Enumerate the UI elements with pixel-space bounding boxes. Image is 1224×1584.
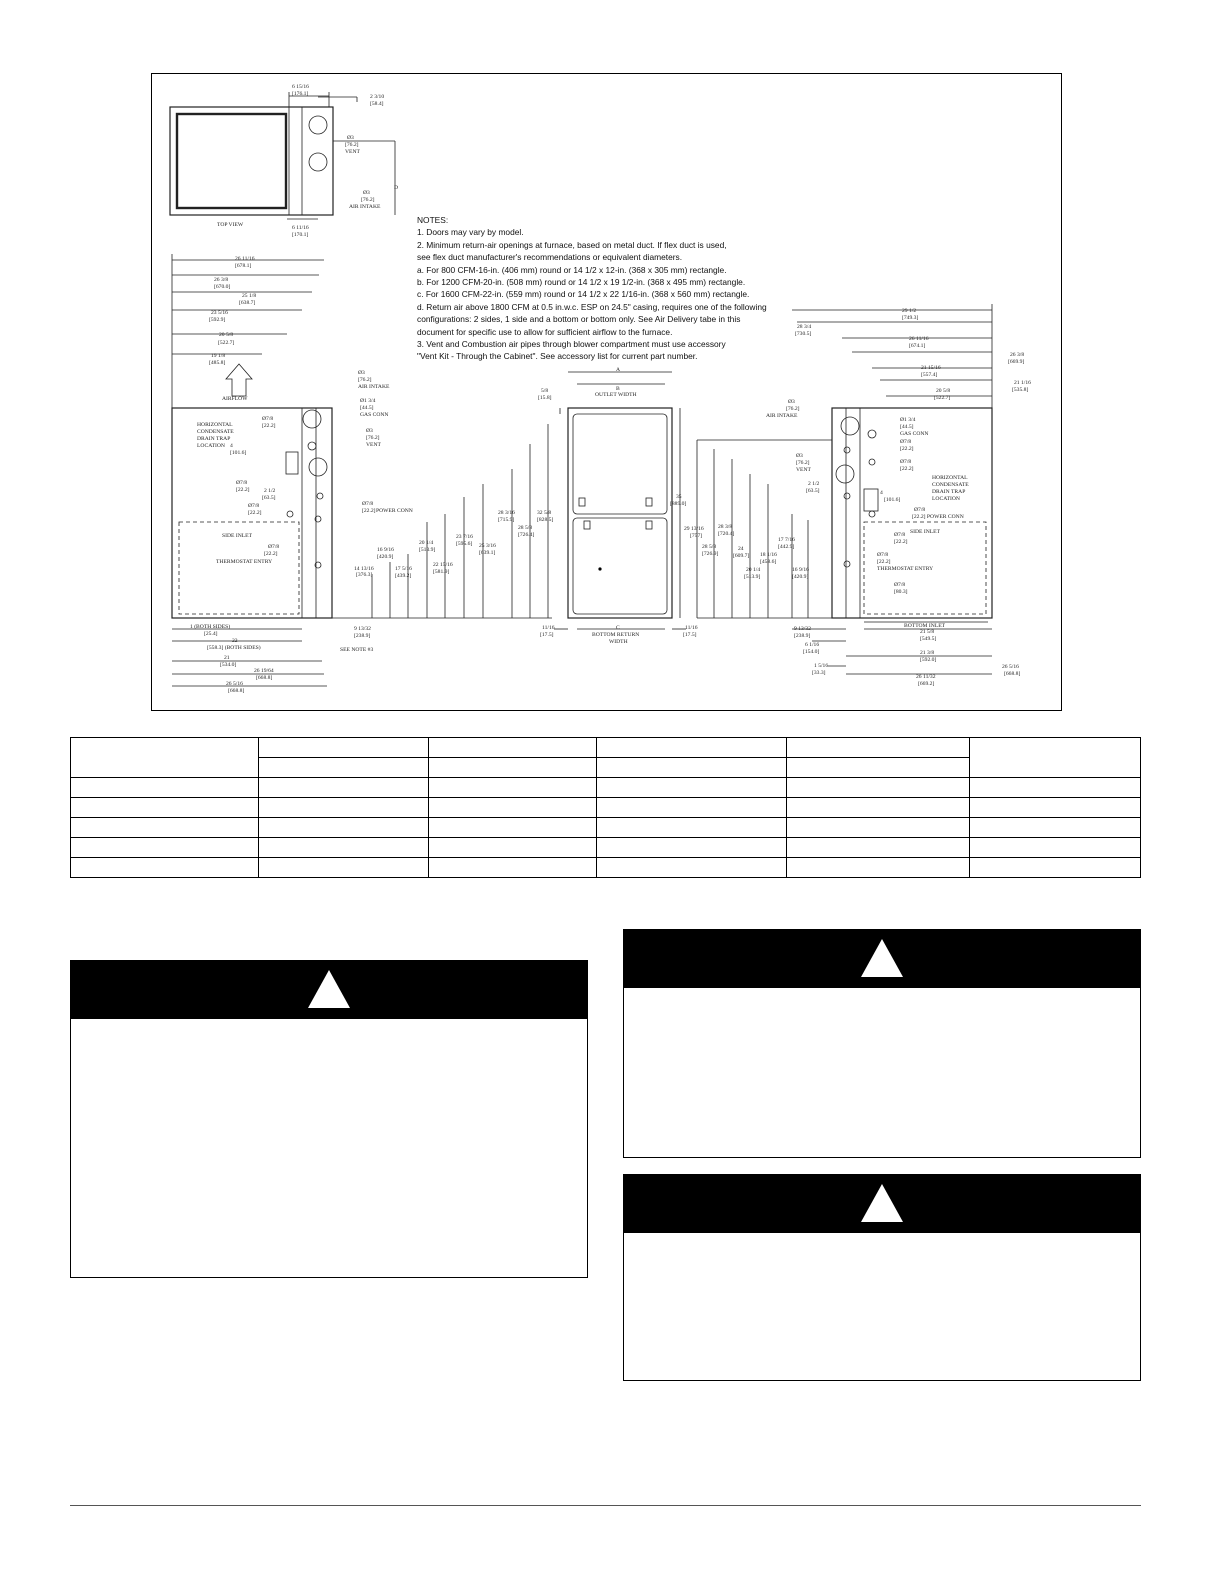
dim-label: 16 9/16 [792, 567, 809, 573]
dim-label: 20 5/8 [936, 388, 951, 394]
table-cell [71, 818, 259, 838]
dim-label: [757] [690, 533, 703, 539]
dim-label: 2 3/10 [370, 94, 385, 100]
dim-label: 6 15/16 [292, 84, 309, 90]
dim-label: 25 1/8 [242, 293, 257, 299]
dim-label: [592.0] [920, 657, 937, 663]
dim-label: [668.8] [1004, 671, 1021, 677]
table-cell [787, 738, 970, 758]
callout-label: [76.2] [361, 197, 375, 203]
dim-label: 26 19/64 [254, 668, 274, 674]
airflow-label: AIRFLOW [222, 396, 248, 402]
dim-label: [17.5] [683, 632, 697, 638]
table-cell [258, 758, 428, 778]
callout-label: [63.5] [806, 488, 820, 494]
table-cell [787, 838, 970, 858]
dimension-drawing-svg [152, 74, 1063, 712]
condensate-label: CONDENSATE [197, 429, 234, 435]
note-line: 1. Doors may vary by model. [417, 227, 524, 238]
side-inlet-right-label: SIDE INLET [910, 529, 940, 535]
dim-label: 35 [676, 494, 682, 500]
dim-label: 1 5/16 [814, 663, 829, 669]
table-cell [428, 798, 597, 818]
condensate-label: HORIZONTAL [932, 475, 968, 481]
note-line: b. For 1200 CFM-20-in. (508 mm) round or 14 1/2 x 19 1/2-in. (368 x 495 mm) rectangle. [417, 277, 746, 288]
front-dim-b: B [616, 386, 620, 392]
dim-label: [828.5] [537, 517, 554, 523]
dim-label: 28 5/8 [518, 525, 533, 531]
dim-label: [58.4] [370, 101, 384, 107]
dim-label: [176.1] [292, 91, 309, 97]
table-header-row [71, 738, 1141, 758]
notes-heading: NOTES: [417, 215, 449, 225]
dimensions-table [70, 737, 1141, 878]
callout-label: [101.6] [884, 497, 901, 503]
callout-label: GAS CONN [360, 412, 389, 418]
dim-label: [715.9] [498, 517, 515, 523]
table-row [71, 778, 1141, 798]
table-cell [597, 778, 787, 798]
dim-label: 28 5/8 [702, 544, 717, 550]
table-cell [787, 758, 970, 778]
table-cell [428, 738, 597, 758]
table-row [71, 838, 1141, 858]
callout-label: Ø3 [366, 428, 373, 434]
note-line: c. For 1600 CFM-22-in. (559 mm) round or 14 1/2 x 22 1/16-in. (368 x 560 mm) rectangle. [417, 289, 750, 300]
drawing-notes [417, 214, 777, 363]
dimension-drawing [151, 73, 1062, 711]
table-cell [597, 758, 787, 778]
dim-label: [549.5] [920, 636, 937, 642]
dim-label: 22 [232, 638, 238, 644]
callout-label: [76.2] [358, 377, 372, 383]
callout-label: Ø7/8 [894, 532, 906, 538]
callout-label: Ø7/8 [268, 544, 280, 550]
dim-label: D [394, 185, 399, 191]
table-cell [428, 838, 597, 858]
dim-label: [668.8] [256, 675, 273, 681]
table-cell [787, 798, 970, 818]
dim-label: 23 5/16 [211, 310, 228, 316]
dim-label: [33.3] [812, 670, 826, 676]
callout-label: [22.2] [900, 466, 914, 472]
dim-label: [726.9] [702, 551, 719, 557]
table-cell [71, 778, 259, 798]
dim-label: 17 7/16 [778, 537, 795, 543]
callout-label: [76.2] [366, 435, 380, 441]
front-dim-c: C [616, 625, 620, 631]
callout-label: AIR INTAKE [766, 413, 798, 419]
callout-label: [22.2] POWER CONN [912, 514, 964, 520]
table-cell [258, 778, 428, 798]
warning-box-right-top [623, 929, 1141, 1158]
dim-label: 21 5/8 [920, 629, 935, 635]
callout-label: POWER CONN [376, 508, 413, 514]
dim-label: [522.7] [218, 340, 235, 346]
table-cell [970, 858, 1141, 878]
dim-label: [639.1] [479, 550, 496, 556]
dim-label: 32 5/8 [537, 510, 552, 516]
dim-label: [420.9] [377, 554, 394, 560]
callout-label: Ø7/8 [262, 416, 274, 422]
dim-label: [581.9] [433, 569, 450, 575]
dim-label: [535.8] [1012, 387, 1029, 393]
callout-label: 4 [230, 443, 233, 449]
note-line: document for specific use to allow for sufficient airflow to the furnace. [417, 326, 673, 337]
dim-label: 9 13/32 [354, 626, 371, 632]
callout-label: [22.2] [248, 510, 262, 516]
callout-label: VENT [345, 149, 360, 155]
callout-label: [44.5] [360, 405, 374, 411]
dim-label: 28 3/4 [797, 324, 812, 330]
top-view-caption: TOP VIEW [217, 222, 244, 228]
table-cell [258, 798, 428, 818]
callout-label: [76.2] [796, 460, 810, 466]
table-row [71, 798, 1141, 818]
dim-label: 20 1/4 [419, 540, 434, 546]
dim-label: 20 1/4 [746, 567, 761, 573]
dim-label: [669.2] [918, 681, 935, 687]
callout-label: [22.2] [262, 423, 276, 429]
callout-label: Ø1 3/4 [900, 417, 916, 423]
callout-label: Ø7/8 [248, 503, 260, 509]
table-cell [597, 738, 787, 758]
side-inlet-label: SIDE INLET [222, 533, 252, 539]
dim-label: 21 [224, 655, 230, 661]
dim-label: 1 (BOTH SIDES) [190, 624, 231, 630]
dim-label: 26 3/8 [214, 277, 229, 283]
table-cell [597, 798, 787, 818]
callout-label: 2 1/2 [264, 488, 276, 494]
callout-label: [63.5] [262, 495, 276, 501]
callout-label: [22.2] [362, 508, 376, 514]
callout-label: [101.6] [230, 450, 247, 456]
dim-label: 24 [738, 546, 744, 552]
dim-label: [513.9] [419, 547, 436, 553]
warning-triangle-icon [860, 1183, 904, 1223]
dim-label: [674.1] [909, 343, 926, 349]
front-dim-a: A [616, 367, 621, 373]
dim-label: [557.4] [921, 372, 938, 378]
callout-label: [80.3] [894, 589, 908, 595]
warning-box-right-bottom [623, 1174, 1141, 1381]
dim-label: 21 3/8 [920, 650, 935, 656]
callout-label: [22.2] [894, 539, 908, 545]
callout-label: Ø7/8 [894, 582, 906, 588]
dim-label: [15.8] [538, 395, 552, 401]
footer-divider [70, 1505, 1141, 1506]
table-cell [71, 798, 259, 818]
callout-label: 4 [880, 490, 883, 496]
dim-label: 5/8 [541, 388, 549, 394]
callout-label: [22.2] [877, 559, 891, 565]
note-line: 3. Vent and Combustion air pipes through blower compartment must use accessory [417, 339, 726, 350]
callout-label: Ø7/8 [900, 459, 912, 465]
dim-label: 19 1/8 [211, 353, 226, 359]
dim-label: [720.4] [718, 531, 735, 537]
table-cell [258, 838, 428, 858]
dim-label: 25 3/16 [479, 543, 496, 549]
dim-label: [238.9] [354, 633, 371, 639]
dim-label: [595.6] [456, 541, 473, 547]
callout-label: AIR INTAKE [349, 204, 381, 210]
dim-label: 14 13/16 [354, 566, 374, 572]
dim-label: 6 11/16 [292, 225, 309, 231]
note-line: a. For 800 CFM-16-in. (406 mm) round or 14 1/2 x 12-in. (368 x 305 mm) rectangle. [417, 264, 727, 275]
warning-triangle-icon [860, 938, 904, 978]
callout-label: Ø3 [347, 135, 354, 141]
callout-label: Ø7/8 [362, 501, 374, 507]
dim-label: [558.3] (BOTH SIDES) [207, 645, 261, 651]
callout-label: Ø7/8 [914, 507, 926, 513]
callout-label: GAS CONN [900, 431, 929, 437]
dim-label: [668.8] [228, 688, 245, 694]
callout-label: Ø3 [363, 190, 370, 196]
callout-label: AIR INTAKE [358, 384, 390, 390]
dim-label: 18 1/16 [760, 552, 777, 558]
dim-label: [670.0] [214, 284, 231, 290]
table-cell [970, 778, 1141, 798]
callout-label: VENT [796, 467, 811, 473]
callout-label: [76.2] [345, 142, 359, 148]
bottom-inlet-label: BOTTOM INLET [904, 623, 946, 629]
note-line: d. Return air above 1800 CFM at 0.5 in.w.c. ESP on 24.5" casing, requires one of the following [417, 301, 767, 312]
dim-label: [889.0] [670, 501, 687, 507]
dim-label: 6 1/16 [805, 642, 820, 648]
condensate-label: DRAIN TRAP [197, 436, 231, 442]
table-cell [428, 758, 597, 778]
dim-label: 17 5/16 [395, 566, 412, 572]
dim-label: [154.0] [803, 649, 820, 655]
dim-label: [534.0] [220, 662, 237, 668]
dim-label: 22 15/16 [433, 562, 453, 568]
dim-label: [638.7] [239, 300, 256, 306]
condensate-label: LOCATION [197, 443, 225, 449]
dim-label: 21 15/16 [921, 365, 941, 371]
dim-label: [238.9] [794, 633, 811, 639]
condensate-label: HORIZONTAL [197, 422, 233, 428]
table-cell [970, 738, 1141, 778]
dim-label: 26 5/16 [226, 681, 243, 687]
bottom-return-width-label: WIDTH [609, 639, 628, 645]
table-cell [71, 858, 259, 878]
callout-label: VENT [366, 442, 381, 448]
table-cell [787, 778, 970, 798]
dim-label: 28 3/16 [498, 510, 515, 516]
table-row [71, 858, 1141, 878]
callout-label: [22.2] [900, 446, 914, 452]
dim-label: 29 1/2 [902, 308, 917, 314]
callout-label: [22.2] [264, 551, 278, 557]
dim-label: 16 9/16 [377, 547, 394, 553]
callout-label: Ø7/8 [877, 552, 889, 558]
thermostat-entry-label: THERMOSTAT ENTRY [216, 559, 273, 565]
callout-label: Ø3 [358, 370, 365, 376]
dim-label: [609.7] [733, 553, 750, 559]
callout-label: Ø1 3/4 [360, 398, 376, 404]
thermostat-entry-right-label: THERMOSTAT ENTRY [877, 566, 934, 572]
dim-label: 26 11/16 [909, 336, 929, 342]
dim-label: [669.9] [1008, 359, 1025, 365]
dim-label: 9 13/32 [794, 626, 811, 632]
condensate-label: DRAIN TRAP [932, 489, 966, 495]
dim-label: 29 13/16 [684, 526, 704, 532]
dim-label: [592.9] [209, 317, 226, 323]
table-cell [71, 738, 259, 778]
condensate-label: LOCATION [932, 496, 960, 502]
warning-triangle-icon [307, 969, 351, 1009]
warning-box-left [70, 960, 588, 1278]
table-cell [597, 838, 787, 858]
dim-label: [730.5] [795, 331, 812, 337]
dim-label: [522.7] [934, 395, 951, 401]
table-cell [970, 818, 1141, 838]
callout-label: [22.2] [236, 487, 250, 493]
note-line: 2. Minimum return-air openings at furnace, based on metal duct. If flex duct is used, [417, 239, 727, 250]
dim-label: [749.3] [902, 315, 919, 321]
dim-label: 23 7/16 [456, 534, 473, 540]
table-cell [258, 858, 428, 878]
table-row [71, 818, 1141, 838]
dim-label: [376.3] [356, 572, 373, 578]
dim-label: 11/16 [685, 625, 698, 631]
dim-label: 20 5/8 [219, 332, 234, 338]
dim-label: 26 11/16 [235, 256, 255, 262]
dim-label: 26 5/16 [1002, 664, 1019, 670]
dim-label: 28 3/8 [718, 524, 733, 530]
callout-label: [44.5] [900, 424, 914, 430]
dim-label: [170.1] [292, 232, 309, 238]
table-cell [428, 818, 597, 838]
table-cell [428, 858, 597, 878]
note-line: configurations: 2 sides, 1 side and a bottom or bottom only. See Air Delivery tabe in this [417, 314, 741, 325]
note-line: "Vent Kit - Through the Cabinet". See accessory list for current part number. [417, 351, 698, 362]
dim-label: 11/16 [542, 625, 555, 631]
table-cell [970, 798, 1141, 818]
table-cell [970, 838, 1141, 858]
condensate-label: CONDENSATE [932, 482, 969, 488]
table-cell [258, 738, 428, 758]
dim-label: 21 1/16 [1014, 380, 1031, 386]
dim-label: [458.6] [760, 559, 777, 565]
callout-label: Ø3 [788, 399, 795, 405]
dim-label: [25.4] [204, 631, 218, 637]
table-cell [71, 838, 259, 858]
callout-label: Ø7/8 [900, 439, 912, 445]
dim-label: [678.1] [235, 263, 252, 269]
callout-label: [76.2] [786, 406, 800, 412]
dim-label: 26 11/32 [916, 674, 936, 680]
table-cell [787, 858, 970, 878]
outlet-width-label: OUTLET WIDTH [595, 392, 637, 398]
note-line: see flex duct manufacturer's recommendations or equivalent diameters. [417, 252, 683, 263]
table-cell [258, 818, 428, 838]
see-note-label: SEE NOTE #3 [340, 647, 374, 653]
table-cell [597, 858, 787, 878]
dim-label: [726.4] [518, 532, 535, 538]
bottom-return-label: BOTTOM RETURN [592, 632, 640, 638]
table-cell [787, 818, 970, 838]
table-cell [428, 778, 597, 798]
callout-label: 2 1/2 [808, 481, 820, 487]
dim-label: [513.9] [744, 574, 761, 580]
dim-label: [485.8] [209, 360, 226, 366]
callout-label: Ø3 [796, 453, 803, 459]
dim-label: [439.2] [395, 573, 412, 579]
dim-label: [442.9] [778, 544, 795, 550]
dim-label: 26 3/8 [1010, 352, 1025, 358]
dim-label: [17.5] [540, 632, 554, 638]
table-cell [597, 818, 787, 838]
callout-label: Ø7/8 [236, 480, 248, 486]
dim-label: [420.9] [792, 574, 809, 580]
